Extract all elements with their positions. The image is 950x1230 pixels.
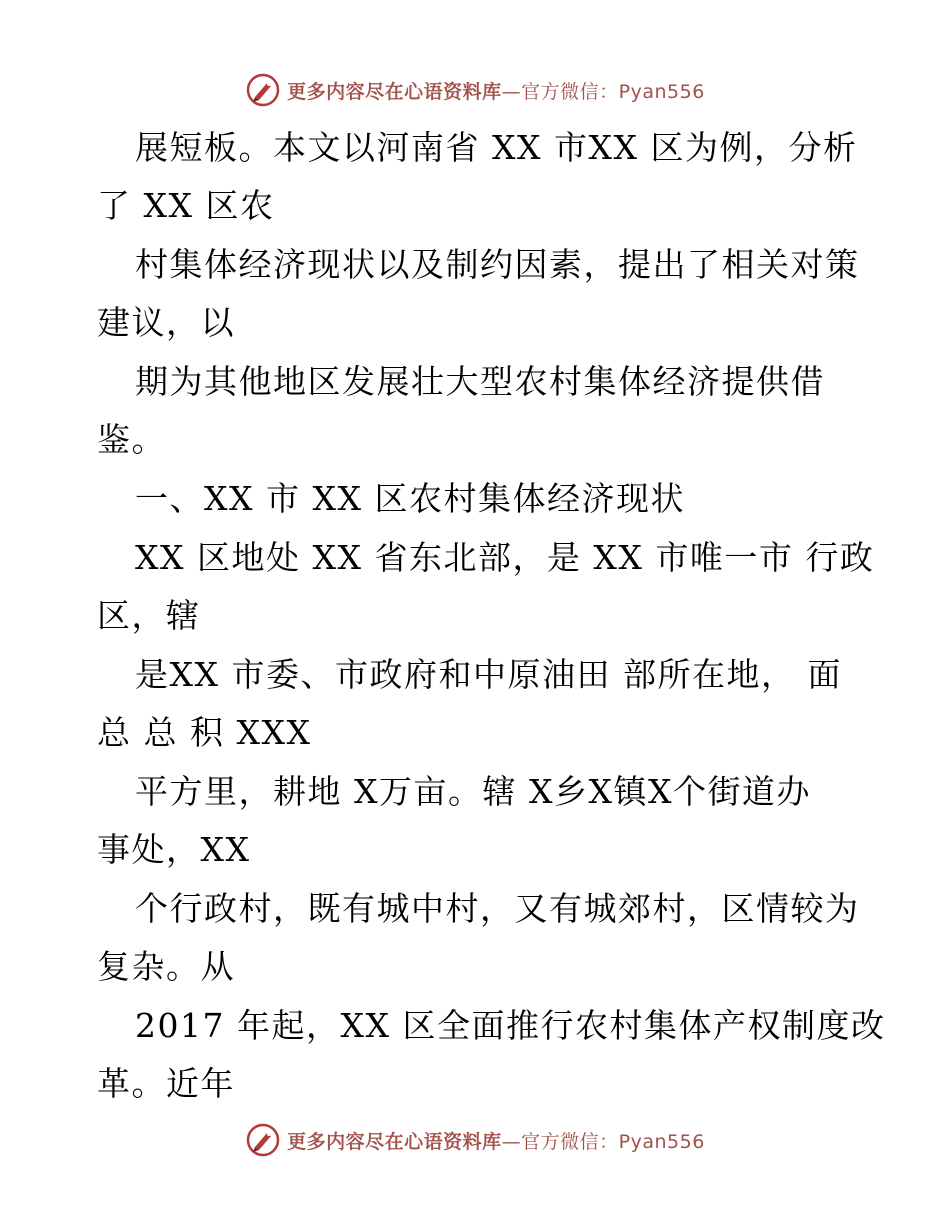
header-banner-light: —官方微信：Pyan556 xyxy=(501,80,705,103)
body-line-8: XX 区地处 XX 省东北部，是 XX 市唯一市 行政 xyxy=(135,538,875,577)
body-line-13: 事处，XX xyxy=(97,830,251,869)
body-line-12: 平方里，耕地 X万亩。辖 X乡X镇X个街道办 xyxy=(135,772,811,811)
header-watermark-banner xyxy=(0,68,950,112)
body-line-11: 总 总 积 XXX xyxy=(97,713,312,752)
header-banner-content xyxy=(245,72,705,108)
footer-watermark-banner xyxy=(0,1118,950,1162)
footer-banner-content xyxy=(245,1122,705,1158)
header-banner-bold: 更多内容尽在心语资料库 xyxy=(287,80,502,103)
body-line-15: 复杂。从 xyxy=(97,947,235,986)
body-line-2: 了 XX 区农 xyxy=(97,186,275,225)
footer-banner-light: —官方微信：Pyan556 xyxy=(501,1130,705,1153)
body-line-4: 建议，以 xyxy=(97,303,235,342)
body-line-10: 是XX 市委、市政府和中原油田 部所在地， 面 xyxy=(135,655,842,694)
body-line-3: 村集体经济现状以及制约因素，提出了相关对策 xyxy=(135,245,860,284)
pen-logo-icon xyxy=(245,1122,281,1158)
section-heading: 一、XX 市 XX 区农村集体经济现状 xyxy=(135,479,685,518)
pen-logo-icon xyxy=(245,72,281,108)
body-line-5: 期为其他地区发展壮大型农村集体经济提供借 xyxy=(135,362,825,401)
body-line-6: 鉴。 xyxy=(97,420,166,459)
body-line-16: 2017 年起，XX 区全面推行农村集体产权制度改 xyxy=(135,1006,886,1045)
body-line-1: 展短板。本文以河南省 XX 市XX 区为例，分析 xyxy=(135,128,858,167)
body-line-14: 个行政村，既有城中村，又有城郊村，区情较为 xyxy=(135,889,860,928)
body-line-17: 革。近年 xyxy=(97,1064,235,1103)
footer-banner-bold: 更多内容尽在心语资料库 xyxy=(287,1130,502,1153)
body-line-9: 区，辖 xyxy=(97,596,201,635)
header-banner-text xyxy=(287,77,705,104)
footer-banner-text xyxy=(287,1127,705,1154)
